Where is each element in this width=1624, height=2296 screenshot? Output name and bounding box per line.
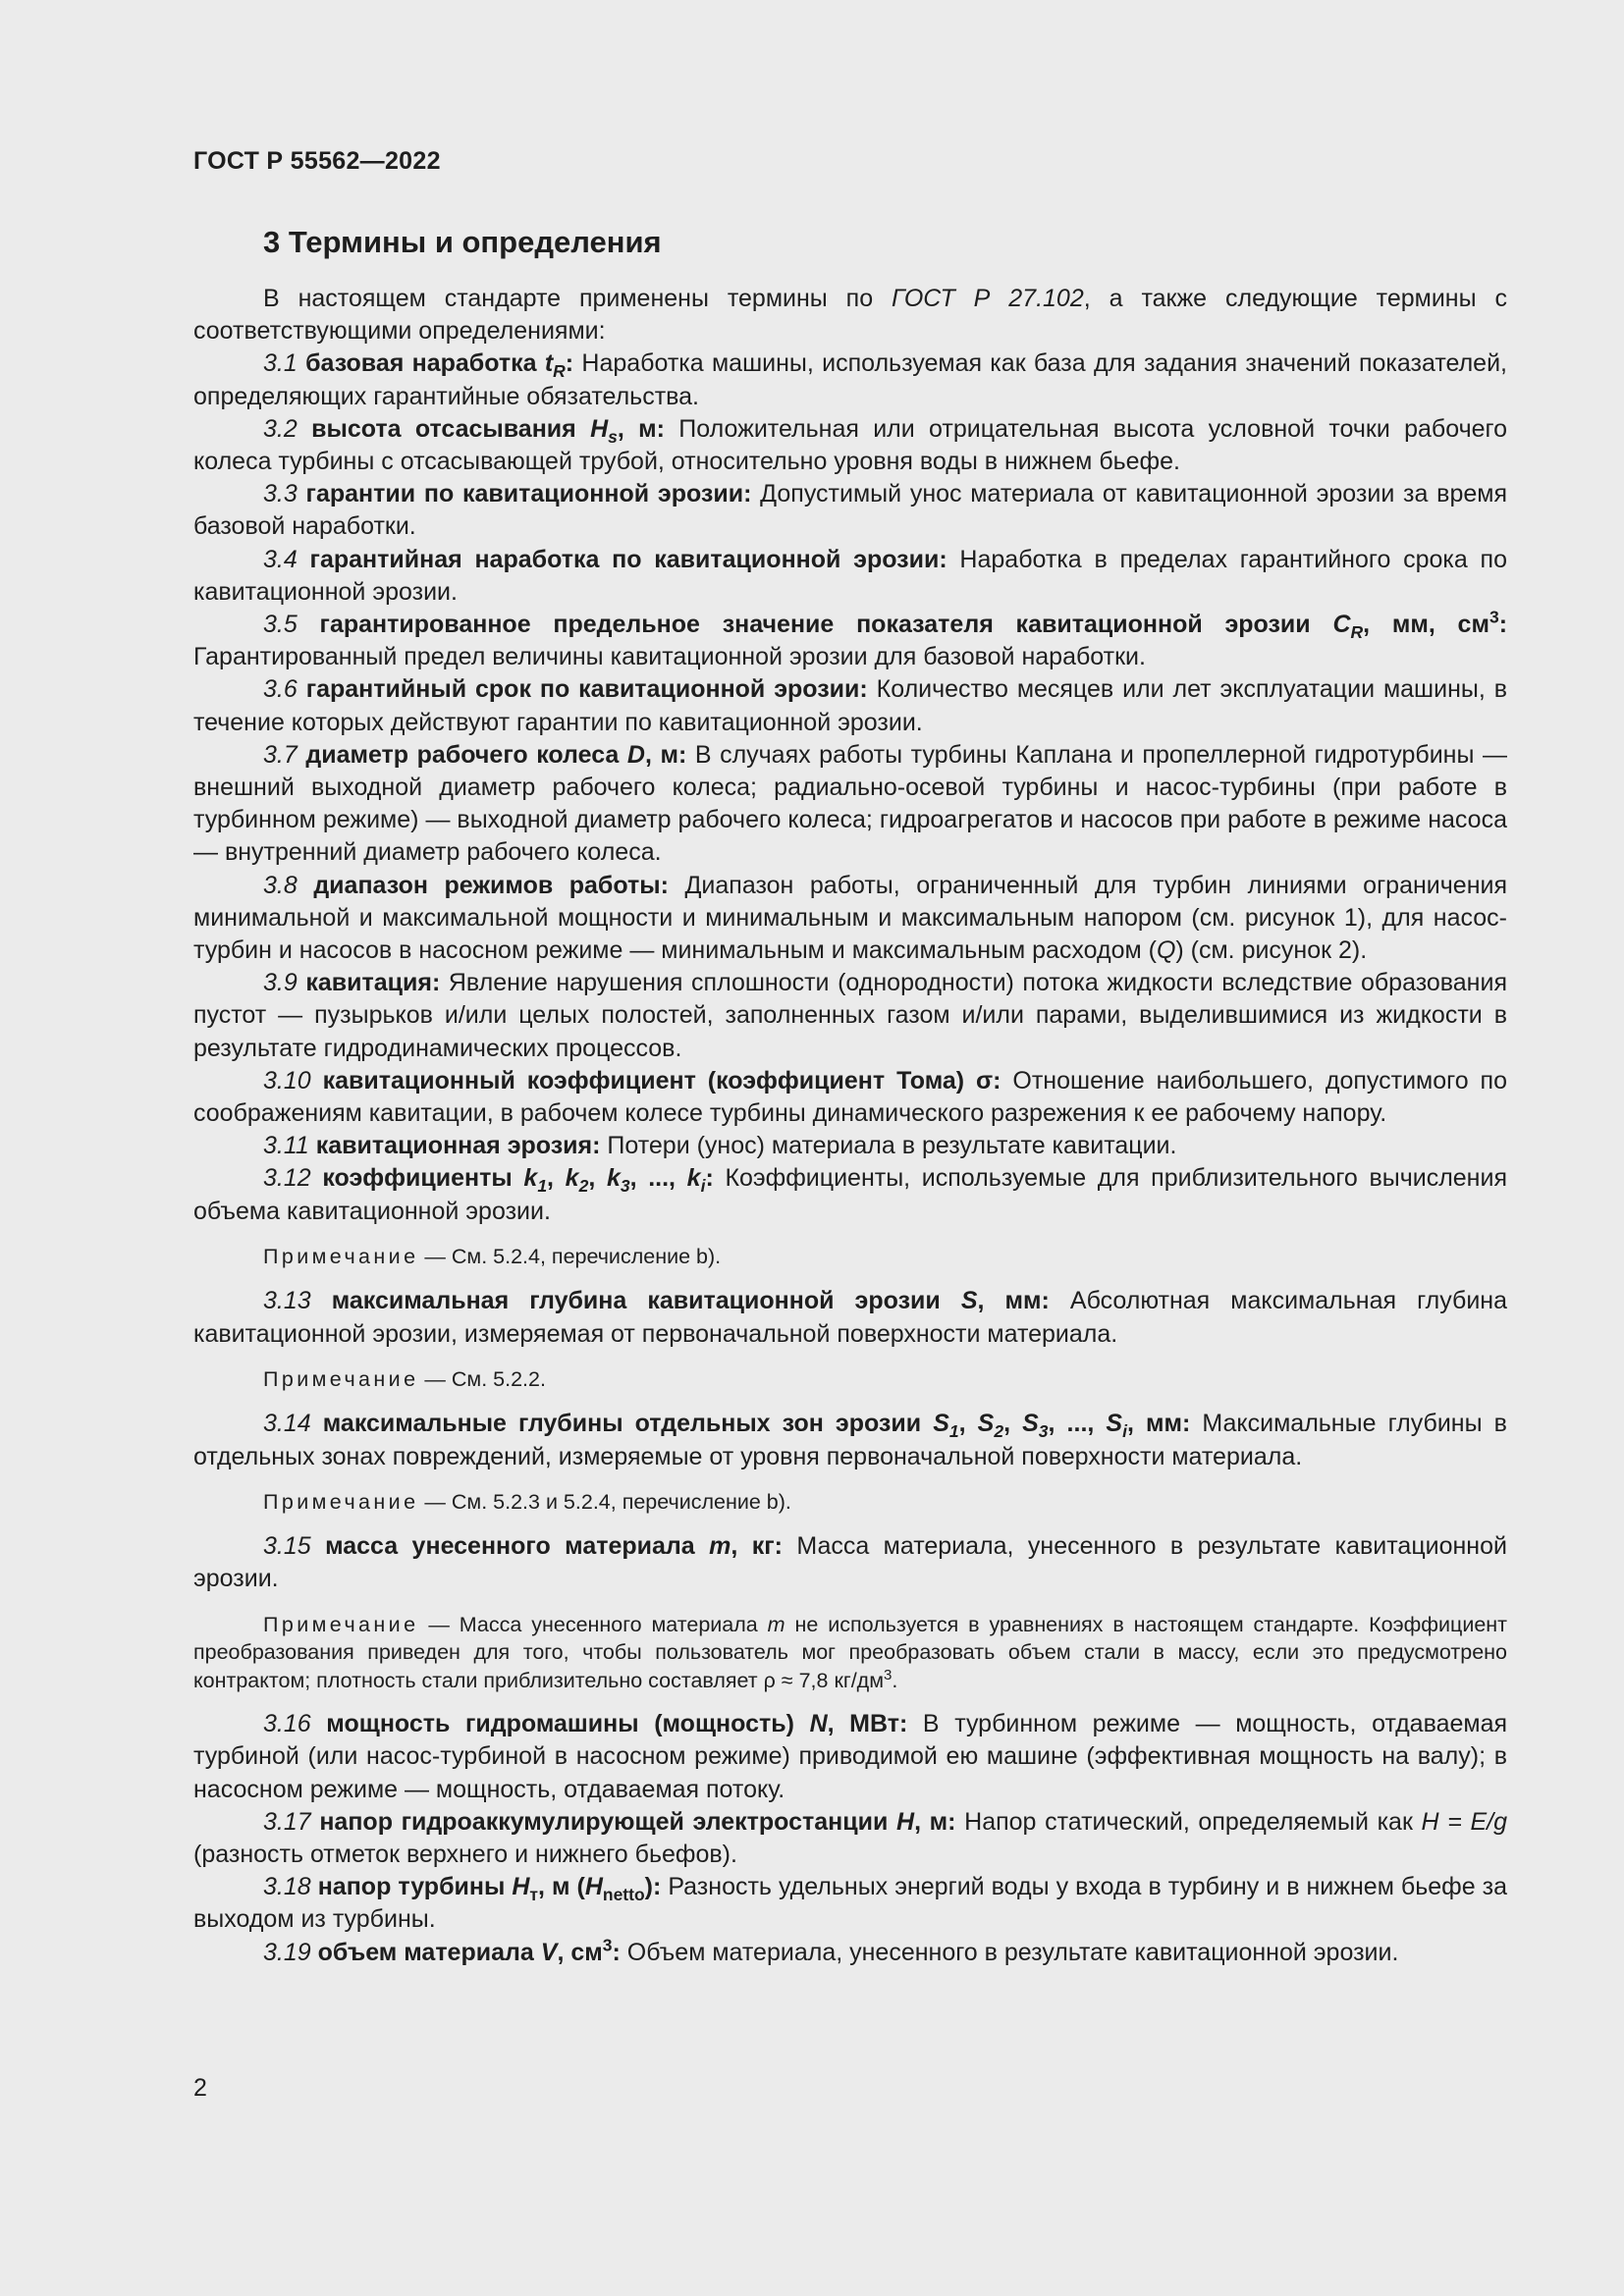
term-3-3: 3.3 гарантии по кавитационной эрозии: Допустимый унос материала от кавитационной эрозии за время базовой наработки. <box>193 480 1507 541</box>
term-3-12: 3.12 коэффициенты $k_1$, $k_2$, $k_3$, ..., $k_i$: Коэффициенты, используемые для приблизительного вычисления объема кавитационной эрозии. <box>193 1164 1507 1225</box>
note-3-12: Примечание — См. 5.2.4, перечисление b). <box>263 1244 722 1268</box>
term-3-7: 3.7 диаметр рабочего колеса D, м: В случаях работы турбины Каплана и пропеллерной гидротурбины — внешний выходной диаметр рабочего колеса; радиально-осевой турбины и насос-турбины (при работе в турбинном режиме) — выходной диаметр рабочего колеса; гидроагрегатов и насосов при работе в режиме насоса — внутренний диаметр рабочего колеса. <box>193 740 1507 867</box>
term-3-19: 3.19 объем материала V, $см^3$: Объем материала, унесенного в результате кавитационной эрозии. <box>263 1935 1399 1966</box>
term-3-1: 3.1 базовая наработка $t_R$: Наработка машины, используемая как база для задания значений показателей, определяющих гарантийные обязательства. <box>193 349 1507 410</box>
term-3-11: 3.11 кавитационная эрозия: Потери (унос) материала в результате кавитации. <box>263 1132 1177 1160</box>
term-3-18: 3.18 напор турбины $H_т$, м $(H_{netto})$: Разность удельных энергий воды у входа в турбину и в нижнем бьефе за выходом из турбины. <box>193 1873 1508 1934</box>
page-number: 2 <box>193 2074 207 2102</box>
term-3-4: 3.4 гарантийная наработка по кавитационной эрозии: Наработка в пределах гарантийного срока по кавитационной эрозии. <box>193 545 1507 606</box>
term-3-6: 3.6 гарантийный срок по кавитационной эрозии: Количество месяцев или лет эксплуатации машины, в течение которых действуют гарантии по кавитационной эрозии. <box>193 675 1507 736</box>
term-3-13: 3.13 максимальная глубина кавитационной эрозии S, мм: Абсолютная максимальная глубина кавитационной эрозии, измеряемая от первоначальной поверхности материала. <box>193 1287 1508 1348</box>
section-title: 3 Термины и определения <box>263 225 662 259</box>
note-3-13: Примечание — См. 5.2.2. <box>263 1366 546 1391</box>
term-3-2: 3.2 высота отсасывания $H_s$, м: Положительная или отрицательная высота условной точки рабочего колеса турбины с отсасывающей трубой, относительно уровня воды в нижнем бьефе. <box>193 414 1507 476</box>
note-3-15: Примечание — Масса унесенного материала m не используется в уравнениях в настоящем стандарте. Коэффициент преобразования приведен для того, чтобы пользователь мог преобразовать объем стали в массу, если это предусмотрено контрактом; плотность стали приблизительно составляет ρ ≈ 7,8 $кг/дм^3$. <box>193 1612 1508 1692</box>
document-code-header: ГОСТ Р 55562—2022 <box>193 147 441 175</box>
term-3-16: 3.16 мощность гидромашины (мощность) N, МВт: В турбинном режиме — мощность, отдаваемая турбиной (или насос-турбиной в насосном режиме) приводимой ею машине (эффективная мощность на валу); в насосном режиме — мощность, отдаваемая потоку. <box>193 1710 1508 1803</box>
term-3-14: 3.14 максимальные глубины отдельных зон эрозии $S_1$, $S_2$, $S_3$, ..., $S_i$, мм: Максимальные глубины в отдельных зонах повреждений, измеряемые от уровня первоначальной поверхности материала. <box>193 1410 1507 1470</box>
standard-reference: ГОСТ Р 27.102 <box>892 285 1084 312</box>
intro-paragraph: В настоящем стандарте применены термины по ГОСТ Р 27.102, а также следующие термины с соответствующими определениями: <box>193 285 1507 346</box>
note-3-14: Примечание — См. 5.2.3 и 5.2.4, перечисление b). <box>263 1489 791 1514</box>
term-3-5: 3.5 гарантированное предельное значение показателя кавитационной эрозии $C_R$, мм, $см^3$: Гарантированный предел величины кавитационной эрозии для базовой наработки. <box>193 607 1508 671</box>
terms-body <box>193 283 1507 1969</box>
term-3-15: 3.15 масса унесенного материала m, кг: Масса материала, унесенного в результате кавитационной эрозии. <box>193 1532 1507 1593</box>
term-3-8: 3.8 диапазон режимов работы: Диапазон работы, ограниченный для турбин линиями ограничения минимальной и максимальной мощности и минимальным и максимальным напором (см. рисунок 1), для насос-турбин и насосов в насосном режиме — минимальным и максимальным расходом (Q) (см. рисунок 2). <box>193 871 1508 965</box>
term-3-17: 3.17 напор гидроаккумулирующей электростанции H, м: Напор статический, определяемый как H = E/g (разность отметок верхнего и нижнего бьефов). <box>193 1807 1508 1868</box>
term-3-9: 3.9 кавитация: Явление нарушения сплошности (однородности) потока жидкости вследствие образования пустот — пузырьков и/или целых полостей, заполненных газом и/или парами, выделившимися из жидкости в результате гидродинамических процессов. <box>193 969 1507 1062</box>
term-3-10: 3.10 кавитационный коэффициент (коэффициент Тома) σ: Отношение наибольшего, допустимого по соображениям кавитации, в рабочем колесе турбины динамического разрежения к ее рабочему напору. <box>193 1066 1507 1128</box>
